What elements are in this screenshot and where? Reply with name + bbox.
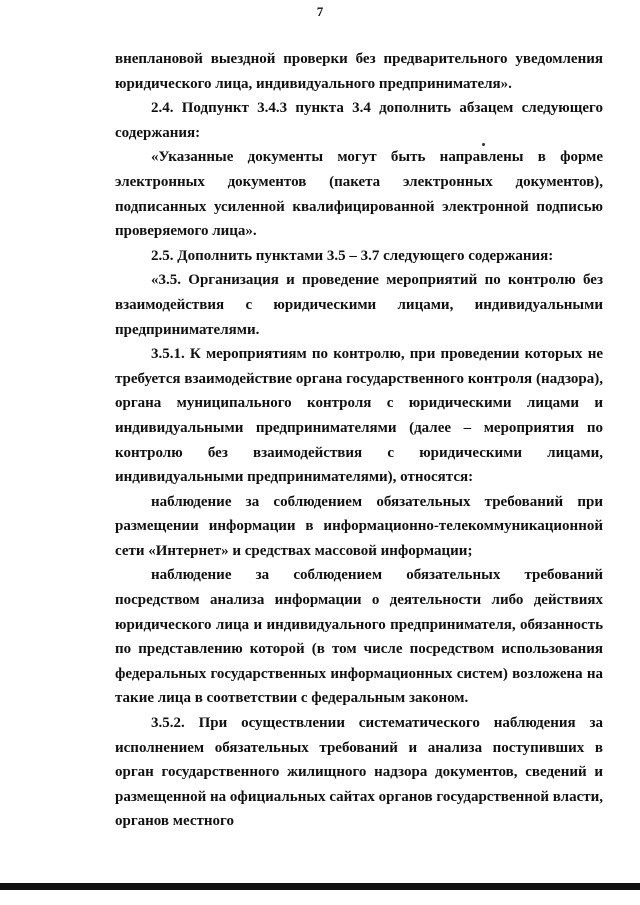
paragraph-2: 2.4. Подпункт 3.4.3 пункта 3.4 дополнить абзацем следующего содержания: — [115, 100, 603, 141]
paragraph-4: 2.5. Дополнить пунктами 3.5 – 3.7 следующего содержания: — [151, 247, 554, 264]
paragraph-6: 3.5.1. К мероприятиям по контролю, при проведении которых не требуется взаимодействие органа государственного контроля (надзора), органа муниципального контроля с юридическими лицами и индивидуальными предпринимателями (далее – мероприятия по контролю без взаимодействия с юридическими лицами, индивидуальными предпринимателями), относятся: — [115, 346, 603, 486]
paragraph-8: наблюдение за соблюдением обязательных требований посредством анализа информации о деятельности либо действиях юридического лица и индивидуального предпринимателя, обязанность по представлению которой (в том числе посредством использования федеральных государственных информационных систем) возложена на такие лица в соответствии с федеральным законом. — [115, 567, 603, 707]
paragraph-9: 3.5.2. При осуществлении систематического наблюдения за исполнением обязательных требований и анализа поступивших в орган государственного жилищного надзора документов, сведений и размещенной на официальных сайтах органов государственной власти, органов местного — [115, 715, 603, 830]
paragraph-7: наблюдение за соблюдением обязательных требований при размещении информации в информационно-телекоммуникационной сети «Интернет» и средствах массовой информации; — [115, 493, 603, 559]
paragraph-3: «Указанные документы могут быть направлены в форме электронных документов (пакета электронных документов), подписанных усиленной квалифицированной электронной подписью проверяемого лица». — [115, 149, 603, 240]
paragraph-5: «3.5. Организация и проведение мероприятий по контролю без взаимодействия с юридическими лицами, индивидуальными предпринимателями. — [115, 272, 603, 338]
page-number: 7 — [316, 4, 324, 19]
scan-speck — [482, 143, 485, 146]
paragraph-1: внеплановой выездной проверки без предварительного уведомления юридического лица, индивидуального предпринимателя». — [115, 51, 603, 92]
scan-bottom-edge — [0, 883, 640, 890]
document-body — [115, 47, 603, 834]
